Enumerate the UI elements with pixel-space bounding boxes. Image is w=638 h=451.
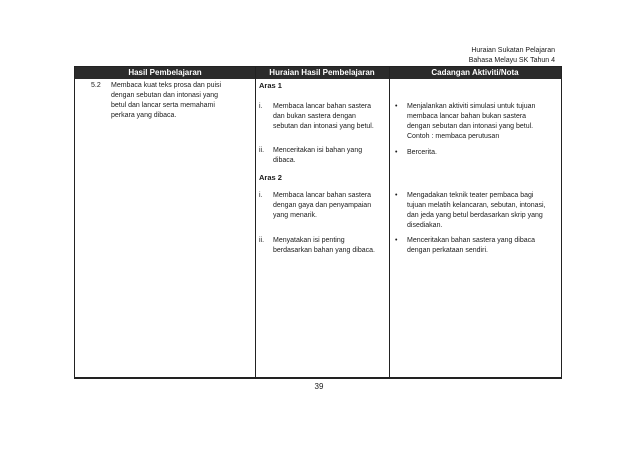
cadangan-c-line-2: tujuan melatih kelancaran, sebutan, intonasi,	[407, 202, 546, 209]
cadangan-d-line-2: dengan perkataan sendiri.	[407, 247, 488, 254]
aras1-item-ii-number: ii.	[259, 147, 265, 154]
aras-2-heading: Aras 2	[259, 173, 282, 182]
aras1-item-ii-line-1: Menceritakan isi bahan yang	[273, 147, 363, 154]
column-header-huraian: Huraian Hasil Pembelajaran	[255, 67, 389, 79]
page-number: 39	[314, 382, 324, 391]
cadangan-a-line-1: Menjalankan aktiviti simulasi untuk tujuan	[407, 103, 536, 110]
cadangan-b-line-1: Bercerita.	[407, 149, 437, 156]
cadangan-c-line-1: Mengadakan teknik teater pembaca bagi	[407, 192, 534, 199]
bullet-icon: •	[395, 237, 398, 244]
hasil-code: 5.2	[91, 82, 101, 89]
aras2-item-i-line-2: dengan gaya dan penyampaian	[273, 202, 372, 209]
aras1-item-ii-line-2: dibaca.	[273, 157, 296, 164]
aras2-item-i-number: i.	[259, 192, 263, 199]
aras2-item-ii-line-2: berdasarkan bahan yang dibaca.	[273, 247, 375, 254]
aras1-item-i-line-3: sebutan dan intonasi yang betul.	[273, 123, 374, 130]
aras2-item-ii-line-1: Menyatakan isi penting	[273, 237, 345, 244]
aras1-item-i-line-2: dan bukan sastera dengan	[273, 113, 356, 120]
footer-rule	[74, 378, 562, 379]
cadangan-a-line-3: dengan sebutan dan intonasi yang betul.	[407, 123, 534, 130]
cadangan-c-line-3: dan jeda yang betul berdasarkan skrip yang	[407, 212, 543, 219]
cadangan-a-line-2: membaca lancar bahan bukan sastera	[407, 113, 527, 120]
cadangan-a-line-4: Contoh : membaca perutusan	[407, 133, 500, 140]
document-header	[469, 46, 555, 66]
bullet-icon: •	[395, 149, 398, 156]
column-divider-1	[255, 67, 256, 377]
column-header-hasil: Hasil Pembelajaran	[75, 67, 255, 79]
hasil-line-1: Membaca kuat teks prosa dan puisi	[111, 82, 222, 89]
aras2-item-i-line-1: Membaca lancar bahan sastera	[273, 192, 372, 199]
bullet-icon: •	[395, 103, 398, 110]
aras2-item-ii-number: ii.	[259, 237, 265, 244]
aras1-item-i-line-1: Membaca lancar bahan sastera	[273, 103, 372, 110]
aras-1-heading: Aras 1	[259, 81, 282, 90]
header-line-2: Bahasa Melayu SK Tahun 4	[468, 57, 555, 64]
aras2-item-i-line-3: yang menarik.	[273, 212, 317, 219]
bullet-icon: •	[395, 192, 398, 199]
hasil-line-2: dengan sebutan dan intonasi yang	[111, 92, 219, 99]
column-divider-2	[389, 67, 390, 377]
content-table	[74, 66, 562, 378]
cadangan-d-line-1: Menceritakan bahan sastera yang dibaca	[407, 237, 536, 244]
cadangan-c-line-4: disediakan.	[407, 222, 443, 229]
column-header-cadangan: Cadangan Aktiviti/Nota	[389, 67, 561, 79]
hasil-line-3: betul dan lancar serta memahami	[111, 102, 215, 109]
header-line-1: Huraian Sukatan Pelajaran	[471, 47, 555, 54]
hasil-line-4: perkara yang dibaca.	[111, 112, 177, 119]
aras1-item-i-number: i.	[259, 103, 263, 110]
